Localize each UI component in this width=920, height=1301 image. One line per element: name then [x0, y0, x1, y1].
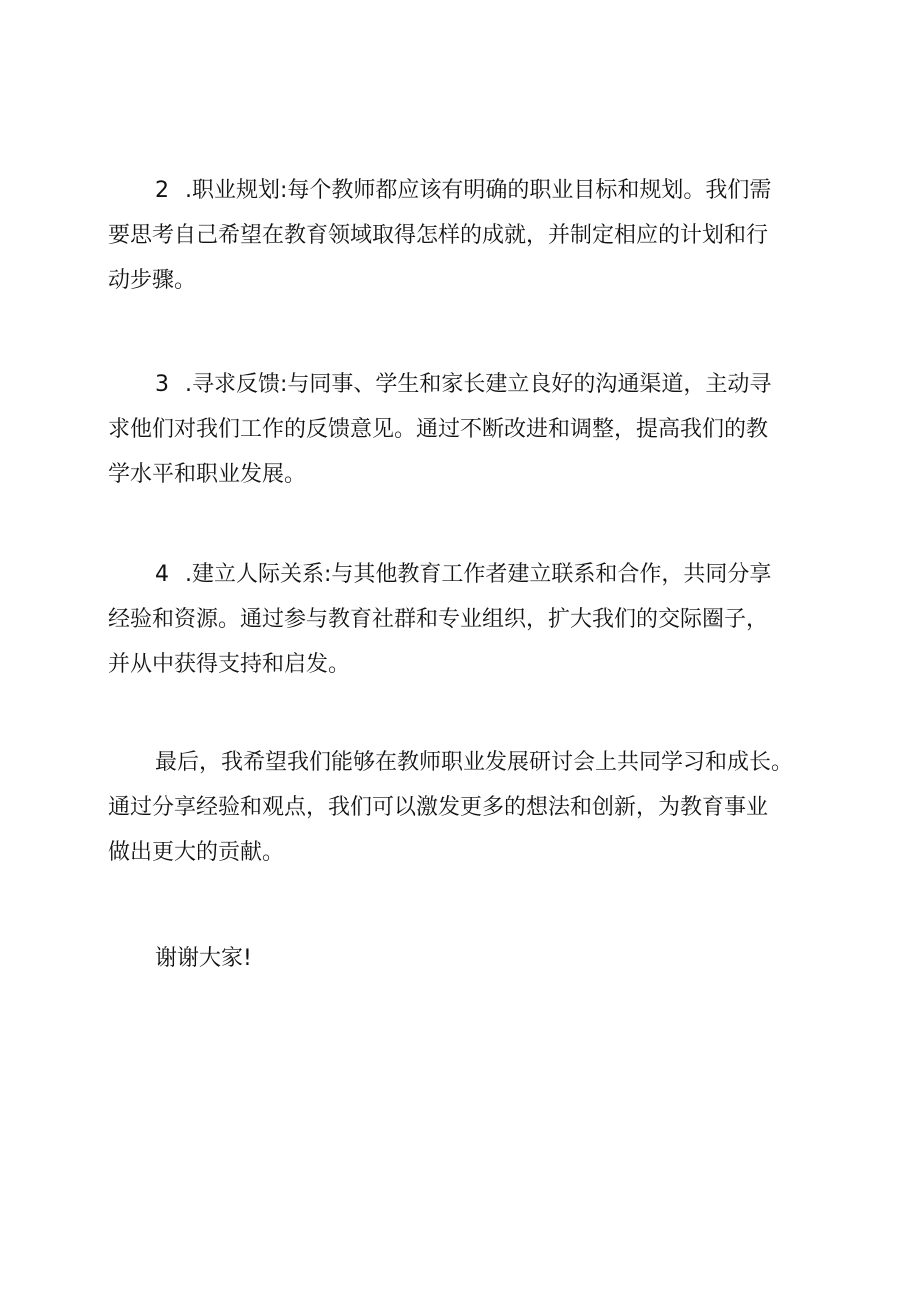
- paragraph-line: 最后，我希望我们能够在教师职业发展研讨会上共同学习和成长。: [155, 750, 794, 775]
- paragraph-line: 并从中获得支持和启发。: [108, 652, 351, 677]
- paragraph-line: 要思考自己希望在教育领域取得怎样的成就，并制定相应的计划和行: [108, 223, 769, 248]
- paragraph-line: [108, 168, 813, 213]
- paragraph-closing: [108, 740, 813, 875]
- item-number: 4: [155, 562, 169, 587]
- paragraph-line: 通过分享经验和观点，我们可以激发更多的想法和创新，为教育事业: [108, 795, 769, 820]
- item-number: 2: [155, 178, 169, 203]
- paragraph-line: 做出更大的贡献。: [108, 840, 285, 865]
- line-text: .寻求反馈:与同事、学生和家长建立良好的沟通渠道，主动寻: [185, 372, 772, 397]
- thanks-text: 谢谢大家!: [155, 946, 252, 971]
- line-text: .职业规划:每个教师都应该有明确的职业目标和规划。我们需: [185, 178, 772, 203]
- item-number: 3: [155, 372, 169, 397]
- paragraph-relationships: [108, 552, 813, 687]
- paragraph-career-planning: [108, 168, 813, 303]
- paragraph-seek-feedback: [108, 362, 813, 497]
- line-text: .建立人际关系:与其他教育工作者建立联系和合作，共同分享: [185, 562, 772, 587]
- paragraph-line: [108, 552, 813, 597]
- paragraph-line: [108, 362, 813, 407]
- paragraph-line: 学水平和职业发展。: [108, 462, 307, 487]
- paragraph-line: 经验和资源。通过参与教育社群和专业组织，扩大我们的交际圈子，: [108, 607, 769, 632]
- paragraph-line: 动步骤。: [108, 268, 197, 293]
- paragraph-line: 求他们对我们工作的反馈意见。通过不断改进和调整，提高我们的教: [108, 417, 769, 442]
- paragraph-thanks: [108, 936, 813, 981]
